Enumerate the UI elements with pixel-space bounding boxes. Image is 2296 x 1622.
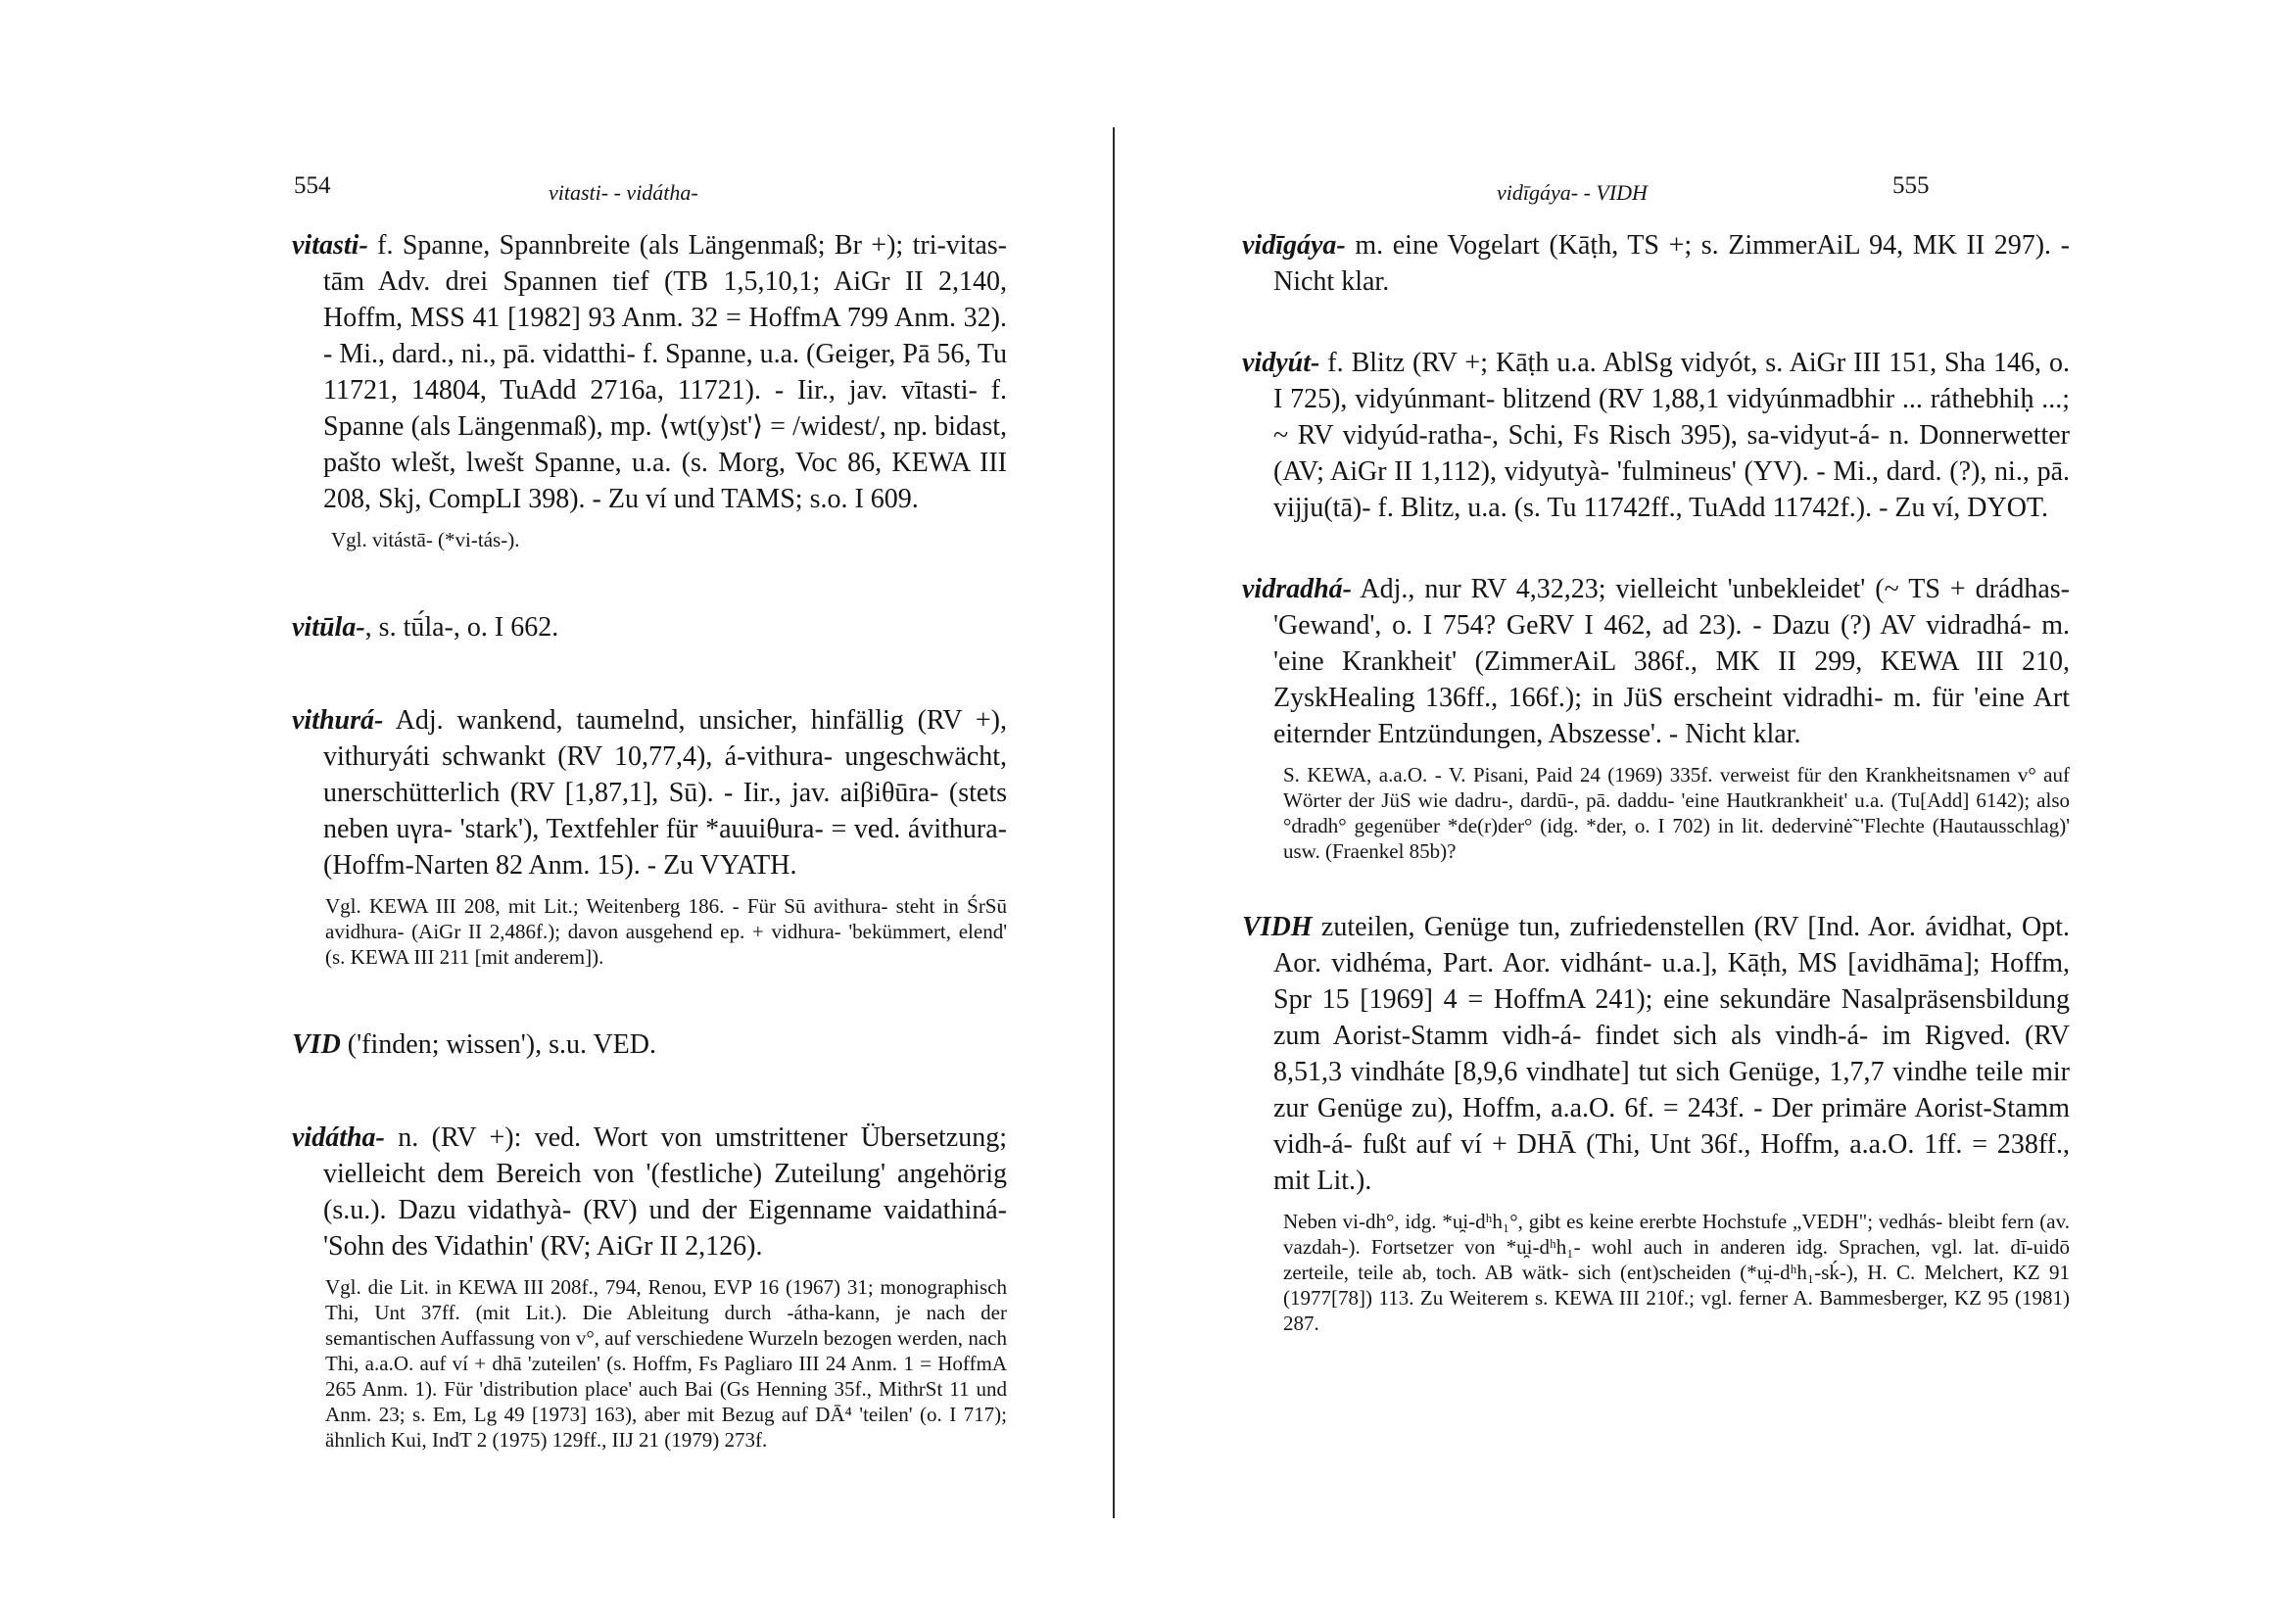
entry-lemma: vidyút- (1242, 348, 1320, 378)
entry-note: Vgl. die Lit. in KEWA III 208f., 794, Renou, EVP 16 (1967) 31; monographisch Thi, Unt 37ff. (mit Lit.). Die Ableitung durch -átha-kann, je nach der semantischen Auffassung von v°, auf verschiedene Wurzeln bezogen werden, nach Thi, a.a.O. auf ví + dhā 'zuteilen' (s. Hoffm, Fs Pagliaro III 24 Anm. 1 = HoffmA 265 Anm. 1). Für 'distribution place' auch Bai (Gs Henning 35f., MithrSt 11 und Anm. 23; s. Em, Lg 49 [1973] 163), aber mit Bezug auf DĀ⁴ 'teilen' (o. I 717); ähnlich Kui, IndT 2 (1975) 129ff., IIJ 21 (1979) 273f. (325, 1275, 1007, 1452)
entry-lemma: vithurá- (292, 705, 384, 736)
dictionary-entry (1242, 227, 2070, 300)
entry-text: f. Spanne, Spannbreite (als Längenmaß; Br +); tri-vitas-tām Adv. drei Spannen tief (TB 1,5,10,1; AiGr II 2,140, Hoffm, MSS 41 [1982] 93 Anm. 32 = HoffmA 799 Anm. 32). - Mi., dard., ni., pā. vidatthi- f. Spanne, u.a. (Geiger, Pā 56, Tu 11721, 14804, TuAdd 2716a, 11721). - Iir., jav. vītasti- f. Spanne (als Längenmaß), mp. ⟨wt(y)st'⟩ = /widest/, np. bidast, pašto wlešt, lwešt Spanne, u.a. (s. Morg, Voc 86, KEWA III 208, Skj, CompLI 398). - Zu ví und TAMS; s.o. I 609. (323, 230, 1008, 514)
entry-lemma: vidradhá- (1242, 574, 1352, 604)
entry-lemma: vitūla- (292, 612, 365, 643)
entry-lemma: vidīgáya- (1242, 230, 1346, 261)
right-page (1136, 0, 2296, 1622)
entry-note: Vgl. vitástā- (*vi-tás-). (331, 528, 520, 551)
entry-lemma: VID (292, 1029, 341, 1060)
entry-text: Adj. wankend, taumelnd, unsicher, hinfällig (RV +), vithuryáti schwankt (RV 10,77,4), á-vithura- ungeschwächt, unerschütterlich (RV [1,87,1], Sū). - Iir., jav. aiβiθūra- (stets neben uγra- 'stark'), Textfehler für *auuiθura- = ved. ávithura- (Hoffm-Narten 82 Anm. 15). - Zu VYATH. (323, 705, 1007, 881)
entry-text: n. (RV +): ved. Wort von umstrittener Übersetzung; vielleicht dem Bereich von '(festliche) Zuteilung' angehörig (s.u.). Dazu vidathyà- (RV) und der Eigenname vaidathiná- 'Sohn des Vidathin' (RV; AiGr II 2,126). (323, 1122, 1007, 1262)
entry-note: Vgl. KEWA III 208, mit Lit.; Weitenberg 186. - Für Sū avithura- steht in ŚrSū avidhura- (AiGr II 2,486f.); davon ausgehend ep. + vidhura- 'bekümmert, elend' (s. KEWA III 211 [mit anderem]). (325, 894, 1007, 969)
entry-lemma: vitasti- (292, 230, 368, 261)
entry-text: zuteilen, Genüge tun, zufriedenstellen (RV [Ind. Aor. ávidhat, Opt. Aor. vidhéma, Part. Aor. vidhánt- u.a.], Kāṭh, MS [avidhāma]; Hoffm, Spr 15 [1969] 4 = HoffmA 241); eine sekundäre Nasalpräsensbildung zum Aorist-Stamm vidh-á- findet sich als vindh-á- im Rigved. (RV 8,51,3 vindháte [8,9,6 vindhate] tut sich Genüge, 1,7,7 vindhe teile mir zur Genüge zu), Hoffm, a.a.O. 6f. = 243f. - Der primäre Aorist-Stamm vidh-á- fußt auf ví + DHĀ (Thi, Unt 36f., Hoffm, a.a.O. 1ff. = 238ff., mit Lit.). (1273, 912, 2070, 1196)
entry-text: ('finden; wissen'), s.u. VED. (340, 1029, 657, 1060)
dictionary-entry (1242, 345, 2070, 526)
left-page (0, 0, 1126, 1622)
running-head: vidīgáya- - VIDH (1497, 180, 1648, 205)
dictionary-entry (292, 1026, 1007, 1063)
entry-column (292, 227, 1007, 1453)
dictionary-entry (292, 1120, 1007, 1264)
entry-lemma: VIDH (1242, 912, 1313, 942)
page-number: 555 (1892, 172, 1930, 199)
running-head: vitasti- - vidátha- (549, 180, 698, 205)
dictionary-entry (292, 609, 1007, 645)
entry-note: Neben vi-dh°, idg. *u̯i-dʰh₁°, gibt es keine ererbte Hochstufe „VEDH"; vedhás- bleibt fern (av. vazdah-). Fortsetzer von *u̯i-dʰh₁- wohl auch in anderen idg. Sprachen, vgl. lat. dī-uidō zerteile, teile ab, toch. AB wätk- sich (ent)scheiden (*u̯i-dʰh₁-sḱ-), H. C. Melchert, KZ 91 (1977[78]) 113. Zu Weiterem s. KEWA III 210f.; vgl. ferner A. Bammesberger, KZ 95 (1981) 287. (1283, 1210, 2070, 1335)
entry-text: f. Blitz (RV +; Kāṭh u.a. AblSg vidyót, s. AiGr III 151, Sha 146, o. I 725), vidyúnmant- blitzend (RV 1,88,1 vidyúnmadbhir ... ráthebhiḥ ...; ~ RV vidyúd-ratha-, Schi, Fs Risch 395), sa-vidyut-á- n. Donnerwetter (AV; AiGr II 1,112), vidyutyà- 'fulmineus' (YV). - Mi., dard. (?), ni., pā. vijju(tā)- f. Blitz, u.a. (s. Tu 11742ff., TuAdd 11742f.). - Zu ví, DYOT. (1273, 348, 2070, 523)
dictionary-entry (292, 702, 1007, 883)
page-number: 554 (294, 172, 331, 199)
page-gutter-divider (1113, 127, 1115, 1518)
entry-lemma: vidátha- (292, 1122, 385, 1153)
entry-text: Adj., nur RV 4,32,23; vielleicht 'unbekleidet' (~ TS + drádhas- 'Gewand', o. I 754? GeRV I 462, ad 23). - Dazu (?) AV vidradhá- m. 'eine Krankheit' (ZimmerAiL 386f., MK II 299, KEWA III 210, ZyskHealing 136ff., 166f.); in JüS erscheint vidradhi- m. für 'eine Art eiternder Entzündungen, Abszesse'. - Nicht klar. (1273, 574, 2070, 749)
entry-text: m. eine Vogelart (Kāṭh, TS +; s. ZimmerAiL 94, MK II 297). - Nicht klar. (1273, 230, 2070, 297)
entry-column (1242, 227, 2070, 1336)
dictionary-entry (292, 227, 1007, 517)
entry-text: , s. tū́la-, o. I 662. (364, 612, 559, 643)
dictionary-entry (1242, 909, 2070, 1199)
entry-note: S. KEWA, a.a.O. - V. Pisani, Paid 24 (1969) 335f. verweist für den Krankheitsnamen v° auf Wörter der JüS wie dadru-, dardū-, pā. daddu- 'eine Hautkrankheit' u.a. (Tu[Add] 6142); also °dradh° gegenüber *de(r)der° (idg. *der, o. I 702) in lit. dedervinė̃ 'Flechte (Hautausschlag)' usw. (Fraenkel 85b)? (1283, 763, 2070, 863)
dictionary-entry (1242, 571, 2070, 752)
